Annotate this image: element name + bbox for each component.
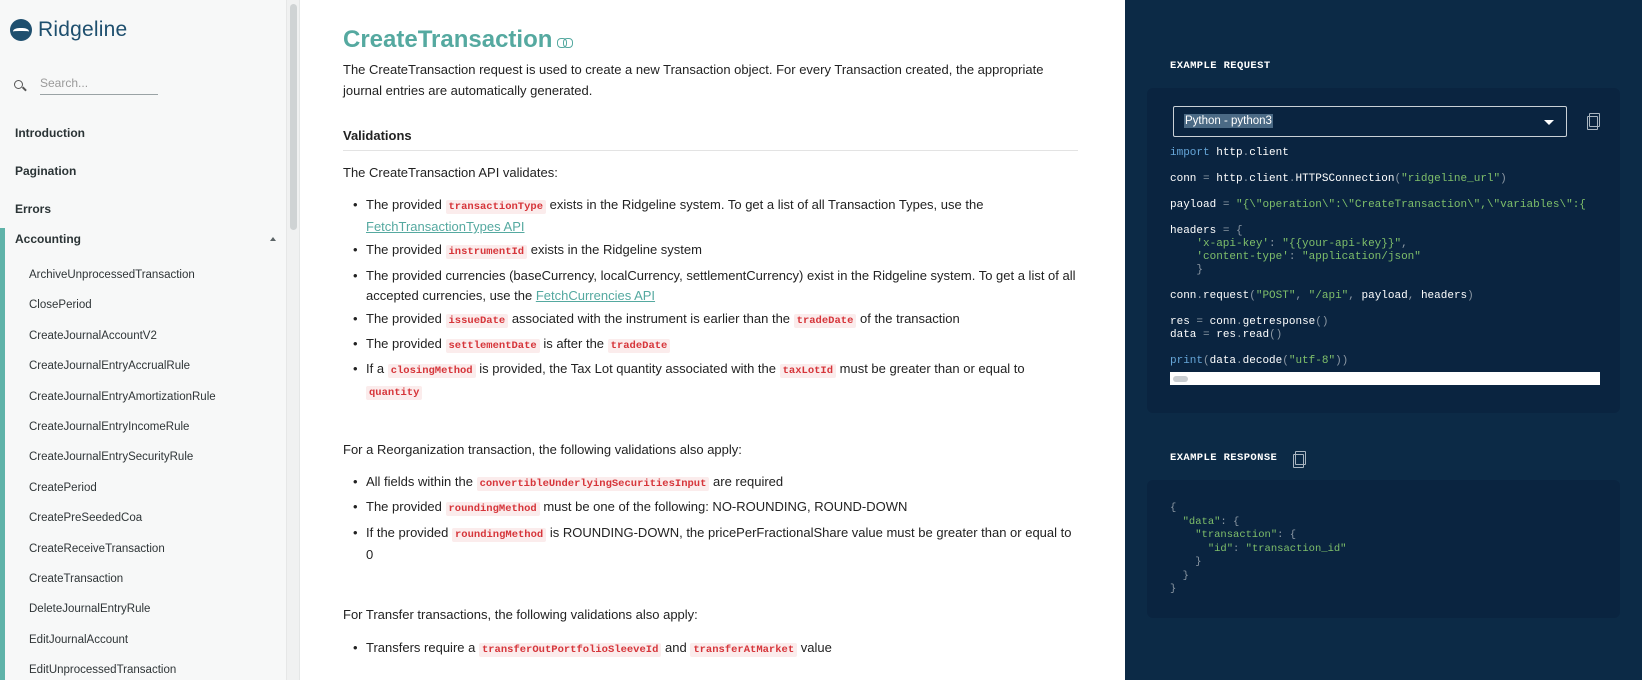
code-issue-date: issueDate — [446, 314, 509, 328]
sidebar-scroll-thumb[interactable] — [290, 4, 297, 230]
text: The provided — [366, 336, 446, 352]
sidebar — [0, 0, 300, 680]
language-select-value: Python - python3 — [1185, 115, 1272, 127]
text: The provided — [366, 197, 446, 212]
code-trade-date: tradeDate — [794, 314, 857, 328]
list-item — [343, 638, 1078, 660]
code-transfer-at-market: transferAtMarket — [690, 643, 797, 657]
nav-top — [0, 114, 286, 228]
text: If the provided — [366, 524, 452, 540]
fetch-transaction-types-link[interactable]: FetchTransactionTypes API — [366, 219, 525, 234]
example-request-label: EXAMPLE REQUEST — [1170, 60, 1271, 72]
list-item — [343, 497, 1078, 519]
nav-sub-item[interactable]: EditUnprocessedTransaction — [29, 664, 177, 677]
copy-icon[interactable] — [1293, 451, 1305, 466]
nav-sub-list — [5, 250, 286, 680]
example-panel — [1125, 0, 1642, 680]
intro-paragraph: The CreateTransaction request is used to create a new Transaction object. For every Transaction created, the appropriate journal entries are automatically generated. — [343, 62, 1044, 98]
brand-logo[interactable] — [10, 18, 127, 42]
list-item — [343, 472, 1078, 494]
reorg-list — [343, 472, 1078, 568]
code-transaction-type: transactionType — [446, 200, 547, 214]
ridgeline-logo-icon — [10, 19, 32, 41]
transfer-list — [343, 638, 1078, 663]
text: The provided — [366, 310, 446, 326]
caret-down-icon — [1544, 120, 1554, 125]
transfer-intro: For Transfer transactions, the following validations also apply: — [343, 607, 698, 622]
code-transfer-out-portfolio-sleeve-id: transferOutPortfolioSleeveId — [479, 643, 661, 657]
language-select[interactable] — [1173, 106, 1567, 137]
text: exists in the Ridgeline system. To get a list of all Transaction Types, use the — [546, 197, 984, 212]
nav-sub-item[interactable]: CreatePreSeededCoa — [29, 512, 143, 525]
code-rounding-method: roundingMethod — [452, 528, 546, 542]
code-settlement-date: settlementDate — [446, 339, 540, 353]
chevron-up-icon — [270, 237, 276, 241]
nav-section-header[interactable] — [5, 228, 286, 250]
nav-item-introduction[interactable]: Introduction — [15, 126, 85, 140]
nav-sub-item[interactable]: CreateJournalAccountV2 — [29, 329, 157, 342]
list-item — [343, 334, 1078, 356]
list-item — [343, 359, 1078, 403]
brand-name: Ridgeline — [38, 18, 128, 41]
nav-sub-item[interactable]: CreateReceiveTransaction — [29, 542, 165, 555]
text: If a — [366, 361, 388, 377]
nav-sub-item[interactable]: ArchiveUnprocessedTransaction — [29, 269, 195, 281]
text: must be one of the following: NO-ROUNDING, ROUND-DOWN — [539, 499, 908, 515]
nav-sub-item[interactable]: DeleteJournalEntryRule — [29, 603, 151, 616]
nav-sub-item[interactable]: CreateJournalEntryIncomeRule — [29, 420, 190, 433]
code-scroll-thumb[interactable] — [1173, 376, 1188, 382]
code-rounding-method: roundingMethod — [446, 502, 540, 516]
reorg-intro: For a Reorganization transaction, the following validations also apply: — [343, 442, 742, 457]
code-tax-lot-id: taxLotId — [780, 364, 836, 378]
nav-sub-item[interactable]: EditJournalAccount — [29, 633, 129, 646]
text: Transfers require a — [366, 640, 479, 655]
nav-item-errors[interactable]: Errors — [15, 202, 52, 216]
list-item — [343, 195, 1078, 237]
code-trade-date: tradeDate — [608, 339, 671, 353]
sidebar-scrollbar[interactable] — [286, 0, 300, 680]
nav-sub-item[interactable]: CreateJournalEntrySecurityRule — [29, 451, 194, 464]
text: is provided, the Tax Lot quantity associated with the — [475, 361, 780, 377]
text: is ROUNDING-DOWN, the pricePerFractionalShare value must be greater than or equal to 0 — [366, 524, 1072, 562]
validates-intro: The CreateTransaction API validates: — [343, 165, 558, 180]
text: must be greater than or equal to — [836, 361, 1025, 377]
nav-item-pagination[interactable]: Pagination — [15, 164, 77, 178]
request-code: import http.client conn = http.client.HTTPSConnection("ridgeline_url") payload = "{\"operation\":\"CreateTransaction\",\"variables\":{ headers = { 'x-api-key': "{{your-api-key}}", 'content-type': "application/json" } conn.request("POST", "/api", payload, headers) res = conn.getresponse() data = res.read() print(data.decode("utf-8")) — [1170, 147, 1586, 367]
text: The provided — [366, 242, 446, 258]
search-input[interactable] — [40, 74, 158, 95]
list-item — [343, 240, 1078, 262]
list-item — [343, 266, 1078, 306]
search-icon — [12, 76, 30, 94]
nav-sub-item[interactable]: CreateTransaction — [29, 572, 124, 585]
nav-sub-item[interactable]: CreatePeriod — [29, 481, 97, 494]
search-box — [12, 74, 158, 95]
text: are required — [709, 474, 784, 489]
text: value — [797, 640, 832, 655]
list-item — [343, 523, 1078, 565]
validations-heading: Validations — [343, 128, 1078, 151]
fetch-currencies-link[interactable]: FetchCurrencies API — [535, 287, 656, 303]
nav-sub-item[interactable]: CreateJournalEntryAmortizationRule — [29, 390, 216, 403]
response-code: { "data": { "transaction": { "id": "transaction_id" } } } — [1170, 502, 1347, 595]
example-response-label: EXAMPLE RESPONSE — [1170, 452, 1278, 464]
code-convertible-input: convertibleUnderlyingSecuritiesInput — [477, 477, 710, 491]
code-instrument-id: instrumentId — [446, 245, 528, 259]
text: is after the — [539, 336, 608, 352]
nav-section-label: Accounting — [15, 232, 81, 246]
text: exists in the Ridgeline system — [527, 242, 702, 258]
page-title — [343, 26, 572, 54]
text: The provided — [366, 499, 446, 515]
text: of the transaction — [856, 310, 960, 326]
page-title-text: CreateTransaction — [343, 26, 553, 53]
copy-icon[interactable] — [1587, 113, 1599, 128]
text: associated with the instrument is earlier than the — [508, 310, 794, 326]
main-content — [300, 0, 1125, 680]
list-item — [343, 309, 1078, 331]
text: and — [661, 640, 691, 655]
code-closing-method: closingMethod — [388, 364, 476, 378]
nav-sub-item[interactable]: CreateJournalEntryAccrualRule — [29, 360, 191, 373]
link-icon[interactable] — [557, 38, 572, 46]
nav-sub-item[interactable]: ClosePeriod — [29, 299, 92, 312]
text: The provided currencies (baseCurrency, localCurrency, settlementCurrency) exist in the Ridgeline system. To get a list of all accepted currencies, use the — [366, 267, 1076, 303]
validation-list — [343, 195, 1078, 407]
text: All fields within the — [366, 474, 477, 489]
code-horizontal-scrollbar[interactable] — [1170, 372, 1600, 385]
code-quantity: quantity — [366, 386, 422, 400]
nav-section-accounting — [0, 228, 286, 680]
